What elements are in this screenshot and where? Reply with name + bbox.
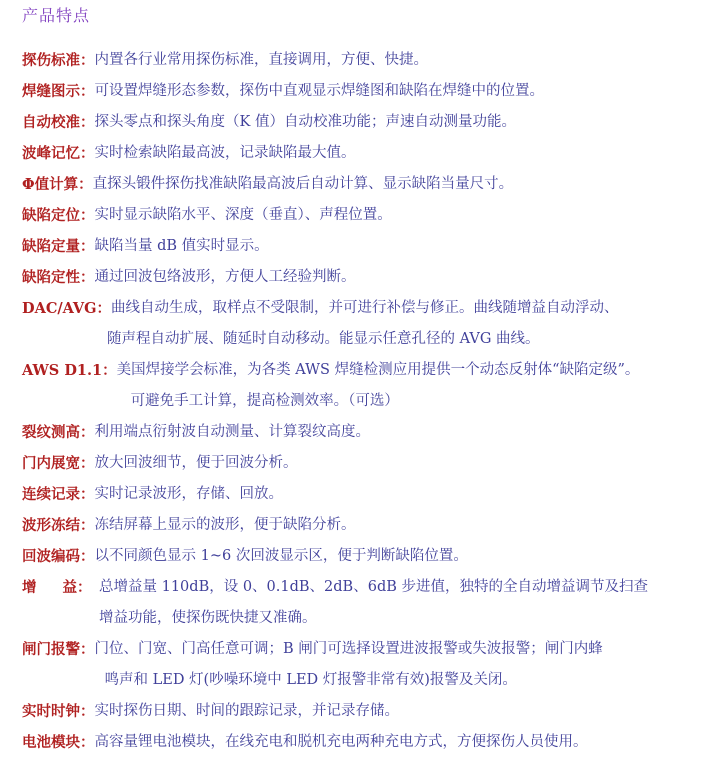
feature-text-line: 直探头锻件探伤找准缺陷最高波后自动计算、显示缺陷当量尺寸。 — [92, 176, 514, 192]
feature-row — [22, 169, 712, 200]
feature-description — [95, 479, 284, 510]
feature-label: 实时时钟： — [22, 703, 95, 720]
feature-list — [22, 45, 712, 758]
feature-text-line: 随声程自动扩展、随延时自动移动。能显示任意孔径的 AVG 曲线。 — [107, 331, 540, 347]
feature-text-line: 鸣声和 LED 灯(吵噪环境中 LED 灯报警非常有效)报警及关闭。 — [104, 672, 517, 688]
feature-text-line: 放大回波细节，便于回波分析。 — [94, 455, 298, 471]
feature-description — [95, 510, 356, 541]
feature-description — [95, 231, 269, 262]
feature-description — [95, 417, 371, 448]
feature-row — [22, 293, 712, 355]
feature-label: 缺陷定性： — [22, 269, 95, 286]
feature-text-line: 冻结屏幕上显示的波形，便于缺陷分析。 — [94, 517, 356, 533]
feature-text-line: 总增益量 110dB，设 0、0.1dB、2dB、6dB 步进值，独特的全自动增益调节及扫查 — [99, 579, 648, 595]
feature-label: 探伤标准： — [22, 52, 95, 69]
feature-text-line: 通过回波包络波形，方便人工经验判断。 — [94, 269, 356, 285]
feature-description — [95, 727, 588, 758]
feature-label: 波峰记忆： — [22, 145, 95, 162]
feature-text-line: 实时探伤日期、时间的跟踪记录，并记录存储。 — [94, 703, 399, 719]
feature-description — [95, 138, 356, 169]
feature-label: 自动校准： — [22, 114, 95, 131]
feature-text-line: 实时显示缺陷水平、深度（垂直）、声程位置。 — [94, 207, 392, 223]
feature-label-text: 增 益： — [22, 579, 92, 596]
feature-description — [117, 355, 640, 417]
feature-description — [107, 293, 619, 355]
feature-text-line: 曲线自动生成，取样点不受限制，并可进行补偿与修正。曲线随增益自动浮动、 — [111, 300, 619, 316]
feature-description — [95, 696, 400, 727]
feature-text-line: 高容量锂电池模块，在线充电和脱机充电两种充电方式，方便探伤人员使用。 — [94, 734, 588, 750]
feature-row — [22, 572, 712, 634]
feature-text-line: 增益功能，使探伤既快捷又准确。 — [99, 610, 317, 626]
feature-label: 电池模块： — [22, 734, 95, 751]
feature-row — [22, 138, 712, 169]
feature-text-line: 美国焊接学会标准，为各类 AWS 焊缝检测应用提供一个动态反射体“缺陷定级”。 — [116, 362, 640, 378]
feature-text-line: 以不同颜色显示 1~6 次回波显示区，便于判断缺陷位置。 — [94, 548, 468, 564]
feature-row — [22, 696, 712, 727]
feature-row — [22, 200, 712, 231]
feature-label: 门内展宽： — [22, 455, 95, 472]
feature-text-line: 探头零点和探头角度（K 值）自动校准功能；声速自动测量功能。 — [94, 114, 516, 130]
feature-label: AWS D1.1： — [22, 362, 117, 379]
feature-text-line: 实时检索缺陷最高波，记录缺陷最大值。 — [94, 145, 356, 161]
feature-row — [22, 634, 712, 696]
feature-label: 连续记录： — [22, 486, 95, 503]
feature-row — [22, 262, 712, 293]
feature-description — [95, 200, 392, 231]
feature-description — [93, 169, 514, 200]
feature-text-line: 缺陷当量 dB 值实时显示。 — [94, 238, 269, 254]
feature-label — [22, 572, 99, 603]
feature-description — [99, 572, 648, 634]
feature-label: Φ值计算： — [22, 176, 93, 193]
feature-label: 波形冻结： — [22, 517, 95, 534]
feature-row — [22, 727, 712, 758]
feature-row — [22, 417, 712, 448]
feature-row — [22, 479, 712, 510]
feature-row — [22, 510, 712, 541]
page-title: 产品特点 — [22, 6, 91, 25]
feature-label: 闸门报警： — [22, 641, 95, 658]
feature-label: 裂纹测高： — [22, 424, 95, 441]
feature-description — [95, 262, 356, 293]
feature-row — [22, 448, 712, 479]
feature-row — [22, 76, 712, 107]
feature-description — [95, 541, 468, 572]
feature-label: DAC/AVG： — [22, 300, 111, 317]
feature-row — [22, 355, 712, 417]
feature-label: 缺陷定位： — [22, 207, 95, 224]
feature-text-line: 门位、门宽、门高任意可调；B 闸门可选择设置进波报警或失波报警；闸门内蜂 — [94, 641, 603, 657]
feature-description — [95, 107, 516, 138]
feature-description — [95, 634, 603, 696]
feature-text-line: 内置各行业常用探伤标准，直接调用，方便、快捷。 — [94, 52, 428, 68]
feature-text-line: 利用端点衍射波自动测量、计算裂纹高度。 — [94, 424, 370, 440]
feature-row — [22, 45, 712, 76]
feature-text-line: 可设置焊缝形态参数，探伤中直观显示焊缝图和缺陷在焊缝中的位置。 — [94, 83, 544, 99]
feature-description — [95, 45, 429, 76]
feature-row — [22, 541, 712, 572]
feature-text-line: 实时记录波形，存储、回放。 — [94, 486, 283, 502]
feature-label: 缺陷定量： — [22, 238, 95, 255]
feature-description — [95, 76, 545, 107]
feature-row — [22, 231, 712, 262]
feature-row — [22, 107, 712, 138]
feature-text-line: 可避免手工计算，提高检测效率。（可选） — [130, 393, 399, 409]
feature-label: 焊缝图示： — [22, 83, 95, 100]
feature-label: 回波编码： — [22, 548, 95, 565]
feature-description — [95, 448, 298, 479]
